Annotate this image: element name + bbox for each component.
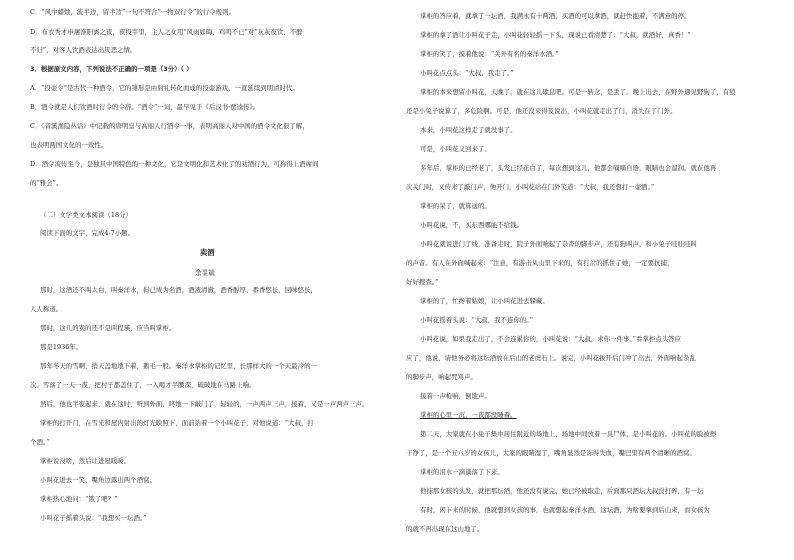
story-paragraph: 的就不再出现在这山地了。 <box>406 525 484 533</box>
question-line: 也表明两国文化的一致性。 <box>30 141 108 149</box>
question-line: 不归”，对客人饮酒表达出厌恶之情。 <box>30 46 137 54</box>
underlined-sentence: 掌柜的心里一沉，一夜都没睡着。 <box>420 411 517 419</box>
question-line: C．《音溪渔隐丛话》中记载的唐明皇与高丽人行酒令一事，表明高丽人对中国的酒令文化很了解， <box>30 122 309 130</box>
story-paragraph: 第二天，大家就在小兔子集中居住附近的场地上，场地中间放着一具尸体，是小叫花的。小叫花的脸被擦 <box>420 430 717 438</box>
story-paragraph: 那是1936年。 <box>40 343 83 351</box>
section-heading: （二）文学类文本阅读（18分） <box>40 211 132 219</box>
story-paragraph: 掌柜的笑了，摸着他说：“关外有名的秦洋水酒。” <box>420 50 559 58</box>
story-paragraph: 的脚步声，响起咒骂声。 <box>406 373 477 381</box>
story-paragraph: 个酒。” <box>30 438 50 446</box>
story-paragraph: 好好搜查。” <box>406 278 439 286</box>
story-paragraph: 那年冬天的雪啊，捎天盖地地下着，鹅毛一般。秦洋水掌柜的记忆里，长那样大的一个天最冷的一 <box>40 362 317 370</box>
story-paragraph: 本来，小叫花这样走了就没事了。 <box>420 126 517 134</box>
story-author: 余显斌 <box>195 269 215 277</box>
question-line: D．布衣秀才申屠淮阳离之夜，夜投宰里，主人之女用“风雨如晦，鸡鸣不已”对“灰灰夜饮，不醉 <box>30 28 303 36</box>
instruction-line: 阅读下面的文字，完成4-7小题。 <box>40 229 135 237</box>
story-paragraph: 掌柜的答应着，就拿了一坛酒，我满永有十两酒，买酒的可以拿酒，就赶快抱着，不满意的停。 <box>420 12 691 20</box>
question-line: B．酒令就是人们饮酒时行令的令辞。“酒令”一词，最早见于《后汉书·贾逵传》。 <box>30 103 260 111</box>
story-paragraph: 掌柜的泪水一滴滴落了下来。 <box>420 468 504 476</box>
story-paragraph: 次。雪落了一天一夜，把村子都盖住了，一入喝才半腰深，破破地在马路上响。 <box>30 381 256 389</box>
story-paragraph: 小叫花子摇着头说：“我想买一坛酒。” <box>40 514 147 522</box>
story-paragraph: 人人称道。 <box>30 305 63 313</box>
story-paragraph: 掌柜的拿了酒让小叫花子走，小叫花轻轻摇一下头，现说已看清楚了：“大叔，就酒好，真香！” <box>420 31 691 39</box>
question-line: A．“投壶令”是古代一种酒令，它的雏形是由射礼转化而成的投壶游戏，一直延续到明清时代。 <box>30 84 299 92</box>
story-paragraph: 有时，闲下来的时候，他就想到女孩的事，也就想起秦洋水酒，这坛酒，为啥要拿到后山来，而女孩为 <box>420 506 710 514</box>
story-paragraph: 还是小兔子说算了，多危险啊。可是，他还没来得及说出，小叫花就走出了门，消失在了门外。 <box>406 107 677 115</box>
story-paragraph: 的声音。有人在外面喊起来：“注意，有游击从山里下来的，有打岔的抓住了她，一定要抗捕， <box>406 259 674 267</box>
story-paragraph: 掌柜的本来想留小叫花，天晚了，就在这儿歇息吧。可是一转念，是丢了。晚上出去，在野外遇见野狗了，有狼 <box>420 88 736 96</box>
story-title: 卖酒 <box>200 248 215 257</box>
question-heading: 3．根据原文内容，下列说法不正确的一项是（3分）（ ） <box>30 65 193 73</box>
story-paragraph: 可是，小叫花又回来了。 <box>420 145 491 153</box>
question-line: 的“雅会”。 <box>30 179 63 187</box>
story-paragraph: 然后，他也半夜起来，就在这时，听到外面，咚地一下敲门了，轻轻的，一声两声三声，接着，又是一声两声三声。 <box>40 400 369 408</box>
story-paragraph: 那时，这酒还不叫太白，叫秦洋水，但已成为名酒，酒液清澈，酒香醇厚，番香悠长，回味悠长， <box>40 286 317 294</box>
story-paragraph: 小叫花就说进门了线，准备走时，院子外面响起了杂杳的脚步声，还有狗叫声，和小兔子哇哇哇叫 <box>420 240 697 248</box>
story-paragraph: 接着一声枪响，倒地声。 <box>420 392 491 400</box>
story-paragraph: 掌柜的了，忙搀着姑娘，让小叫花进去躲藏。 <box>420 297 549 305</box>
story-paragraph: 小叫花说，不，买东西哪能不给钱。 <box>420 221 524 229</box>
story-paragraph: 小叫花进去一笑，嘴角边露出两个酒窝。 <box>40 476 156 484</box>
story-paragraph: 掌柜热心地问：“饿了吧？” <box>40 495 118 503</box>
question-line: C．“风中蜡烛，流半边，留半边”一句不符合“一物双行令”的行令规则。 <box>30 8 235 16</box>
story-paragraph: 掌柜的呆了，就算送的。 <box>420 202 491 210</box>
story-paragraph: 掌柜的打开门，在雪光和屋内射出的灯光映照下，面前站着一个小叫花子，对他说道：“大叔，打 <box>40 419 314 427</box>
story-paragraph: 小叫花点点头：“大叔，我走了。” <box>420 69 514 77</box>
story-paragraph: 干净了，是一个五六岁的女孩儿，大家的眼睛湿了，嘴角显然是冻得失血，嘴巴里有两个清晰的酒窝。 <box>406 449 696 457</box>
story-paragraph: 掌柜说没啥，然后让进屋暖暖。 <box>40 457 131 465</box>
story-paragraph: 他抹那女孩的头发，就把那坛酒，他还没有说完，她已经被取走，后面那只酒坛大叔没打碎，有一坛 <box>420 487 704 495</box>
story-paragraph: 那时，这儿的卖的还不是叫程瑛，应当叫掌柜。 <box>40 324 176 332</box>
story-paragraph: 应了，他说，请他务必将这坛酒放在后山的老虎石上。说完，小叫花拔开后门冲了出去，外面响起杂乱 <box>406 354 696 362</box>
question-line: D．酒令流传至今，是独具中国特色的一种文化，它是文明化和艺术化了的劝酒行为，可称得上酒席间 <box>30 160 319 168</box>
story-paragraph: 多年后，掌柜的已经老了，头发已经花白了，每次想到这儿，他都会嘀嘀自语，眼睛也会湿润。就在他再 <box>420 164 717 172</box>
story-paragraph: 小叫花摇着头说：“大叔，我不连你的。” <box>420 316 533 324</box>
story-paragraph: 次关门时，又传来了敲门声，他开门，小叫花站在门外笑道：“大叔，我还想打一壶酒。” <box>406 183 655 191</box>
story-paragraph: 小叫花说，如果我走出了，不会连累你的，小叫花说：“大叔，求你一件事。”看掌柜点头答应 <box>420 335 682 343</box>
